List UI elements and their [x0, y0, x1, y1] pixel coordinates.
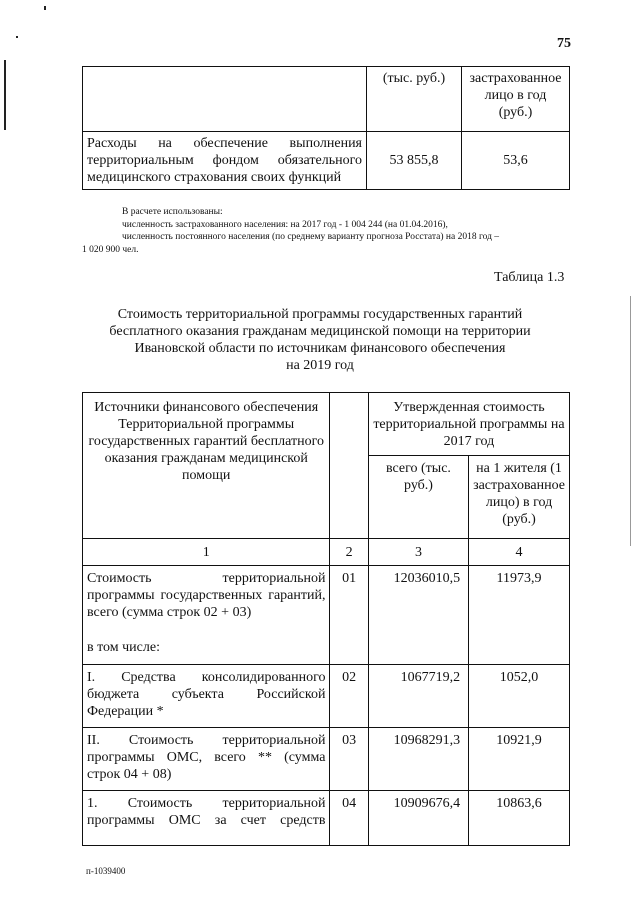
scan-mark-dot: [16, 36, 18, 38]
row-code: 02: [330, 665, 368, 728]
header-approved-cost: Утвержденная стоимость территориальной программы на 2017 год: [368, 393, 569, 456]
table-label: Таблица 1.3: [494, 270, 565, 285]
row-label: 1. Стоимость территориальной программы ОМС за счет средств: [83, 791, 330, 846]
column-number-1: 1: [83, 539, 330, 566]
row-code: 01: [330, 566, 368, 665]
row-total: 10909676,4: [368, 791, 468, 846]
column-number-3: 3: [368, 539, 468, 566]
row-label-spacer: [87, 621, 325, 639]
row-total: 1067719,2: [368, 665, 468, 728]
top-header-col3-line1: застрахованное: [469, 71, 562, 86]
header-per-person: на 1 жителя (1 застрахованное лицо) в год (руб.): [469, 456, 570, 539]
table-row: [83, 728, 570, 791]
row-per-person: 11973,9: [469, 566, 570, 665]
header-total: всего (тыс. руб.): [368, 456, 468, 539]
row-per-person: 10863,6: [469, 791, 570, 846]
header-sources: Источники финансового обеспечения Территориальной программы государственных гарантий бесплатного оказания гражданам медицинской помощи: [83, 393, 330, 539]
row-code: 03: [330, 728, 368, 791]
scan-mark-edge: [4, 60, 6, 130]
row-total: 10968291,3: [368, 728, 468, 791]
title-line-3: Ивановской области по источникам финансового обеспечения: [134, 341, 506, 356]
notes-line-3: численность постоянного населения (по среднему варианту прогноза Росстата) на 2018 год –: [122, 232, 500, 242]
row-per-person: 10921,9: [469, 728, 570, 791]
notes-line-4: 1 020 900 чел.: [82, 244, 139, 255]
row-label: I. Средства консолидированного бюджета субъекта Российской Федерации *: [83, 665, 330, 728]
top-table-row: [83, 132, 570, 190]
page-number: 75: [557, 36, 571, 51]
title-line-4: на 2019 год: [286, 358, 354, 373]
calculation-notes: [82, 206, 582, 256]
row-label: [83, 566, 330, 665]
top-table: [82, 66, 570, 190]
table-title: [70, 306, 570, 374]
row-per-person: 1052,0: [469, 665, 570, 728]
notes-line-1: В расчете использованы:: [122, 207, 223, 217]
row-sub-label: в том числе:: [87, 640, 160, 655]
column-number-row: [83, 539, 570, 566]
column-number-2: 2: [330, 539, 368, 566]
column-number-4: 4: [469, 539, 570, 566]
scan-mark-right: [630, 296, 631, 546]
top-table-header-col3: [462, 67, 570, 132]
top-header-col3-line2: лицо в год: [484, 88, 547, 103]
row-total: 12036010,5: [368, 566, 468, 665]
notes-line-2: численность застрахованного населения: на 2017 год - 1 004 244 (на 01.04.2016),: [122, 219, 448, 230]
main-header-row-1: [83, 393, 570, 456]
table-row: [83, 566, 570, 665]
top-table-row-label: Расходы на обеспечение выполнения территориальным фондом обязательного медицинского страхования своих функций: [83, 132, 367, 190]
top-header-col3-line3: (руб.): [498, 105, 533, 120]
row-label: II. Стоимость территориальной программы ОМС, всего ** (сумма строк 04 + 08): [83, 728, 330, 791]
scan-mark-tick: [44, 6, 46, 10]
top-table-header-row: [83, 67, 570, 132]
footer-code: п-1039400: [86, 866, 126, 876]
top-table-header-empty: [83, 67, 367, 132]
main-table: [82, 392, 570, 846]
top-table-header-col2: (тыс. руб.): [367, 67, 462, 132]
row-code: 04: [330, 791, 368, 846]
header-code-empty: [330, 393, 368, 539]
title-line-1: Стоимость территориальной программы государственных гарантий: [117, 307, 523, 322]
table-row: [83, 665, 570, 728]
row-label-text: Стоимость территориальной программы государственных гарантий, всего (сумма строк 02 + 03): [87, 571, 326, 620]
table-row: [83, 791, 570, 846]
title-line-2: бесплатного оказания гражданам медицинской помощи на территории: [109, 324, 531, 339]
top-table-row-amount: 53 855,8: [367, 132, 462, 190]
top-table-row-per-person: 53,6: [462, 132, 570, 190]
